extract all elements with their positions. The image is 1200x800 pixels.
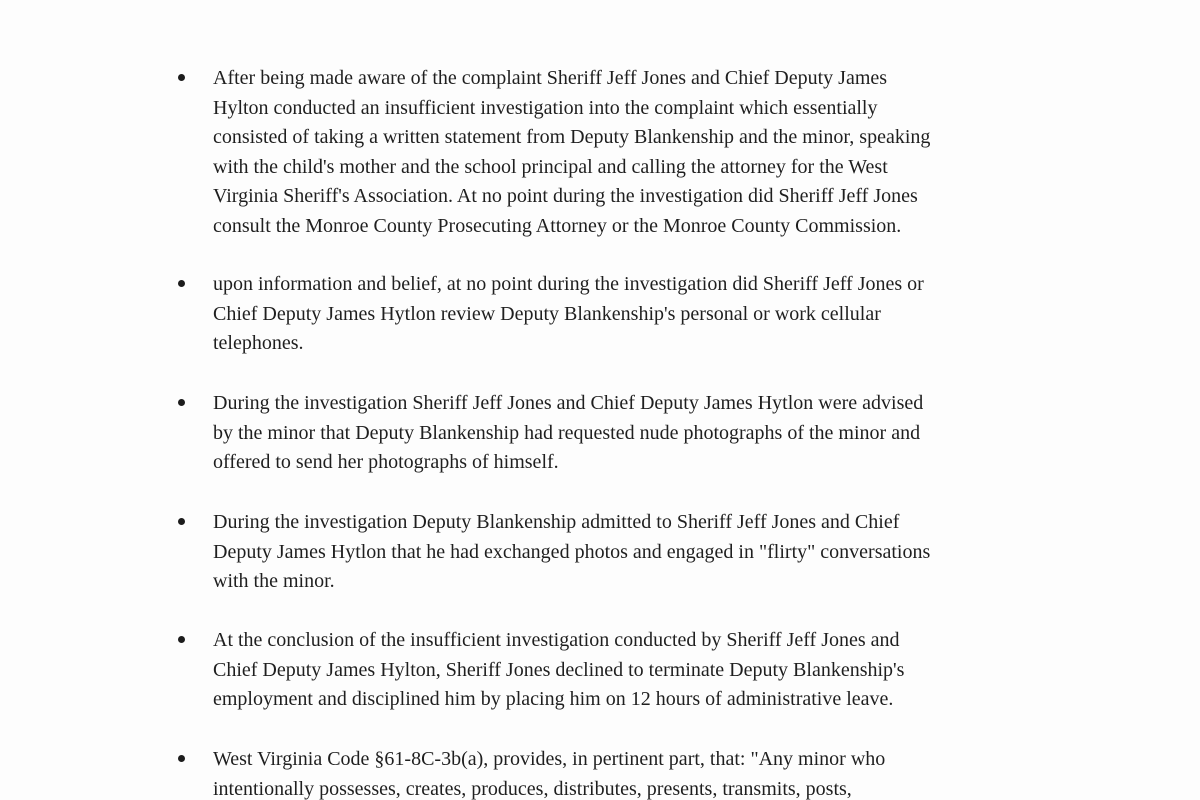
- bullet-text: [213, 626, 1073, 715]
- bullet-icon: [178, 755, 185, 762]
- text-line: with the child's mother and the school principal and calling the attorney for the West: [213, 155, 888, 178]
- text-line: consult the Monroe County Prosecuting Attorney or the Monroe County Commission.: [213, 214, 902, 237]
- text-line: West Virginia Code §61-8C-3b(a), provides, in pertinent part, that: "Any minor who: [213, 748, 886, 770]
- text-line: Chief Deputy James Hytlon review Deputy Blankenship's personal or work cellular: [213, 302, 881, 325]
- text-line: Hylton conducted an insufficient investigation into the complaint which essentially: [213, 96, 878, 119]
- text-line: During the investigation Deputy Blankenship admitted to Sheriff Jeff Jones and Chief: [213, 511, 900, 533]
- text-line: Deputy James Hytlon that he had exchanged photos and engaged in "flirty" conversations: [213, 540, 931, 563]
- text-line: offered to send her photographs of himself.: [213, 451, 559, 473]
- text-line: employment and disciplined him by placing him on 12 hours of administrative leave.: [213, 688, 894, 710]
- bullet-text: [213, 389, 1073, 478]
- text-line: After being made aware of the complaint Sheriff Jeff Jones and Chief Deputy James: [213, 67, 888, 89]
- bullet-icon: [178, 518, 185, 525]
- text-line: consisted of taking a written statement from Deputy Blankenship and the minor, speaking: [213, 126, 931, 148]
- bullet-icon: [178, 280, 185, 287]
- text-line: upon information and belief, at no point during the investigation did Sheriff Jeff Jones or: [213, 273, 924, 295]
- text-line: by the minor that Deputy Blankenship had requested nude photographs of the minor and: [213, 421, 921, 444]
- bullet-text: [213, 508, 1073, 597]
- bullet-icon: [178, 399, 185, 406]
- text-line: Chief Deputy James Hylton, Sheriff Jones declined to terminate Deputy Blankenship's: [213, 658, 905, 681]
- text-line: intentionally possesses, creates, produces, distributes, presents, transmits, posts,: [213, 777, 852, 800]
- bullet-icon: [178, 74, 185, 81]
- bullet-text: [213, 745, 1073, 800]
- bullet-text: [213, 64, 1073, 241]
- text-line: At the conclusion of the insufficient investigation conducted by Sheriff Jeff Jones and: [213, 629, 900, 651]
- bullet-icon: [178, 636, 185, 643]
- text-line: Virginia Sheriff's Association. At no point during the investigation did Sheriff Jeff Jones: [213, 185, 918, 207]
- text-line: telephones.: [213, 332, 304, 354]
- bullet-text: [213, 270, 1073, 359]
- text-line: with the minor.: [213, 570, 335, 592]
- text-line: During the investigation Sheriff Jeff Jones and Chief Deputy James Hytlon were advised: [213, 392, 924, 414]
